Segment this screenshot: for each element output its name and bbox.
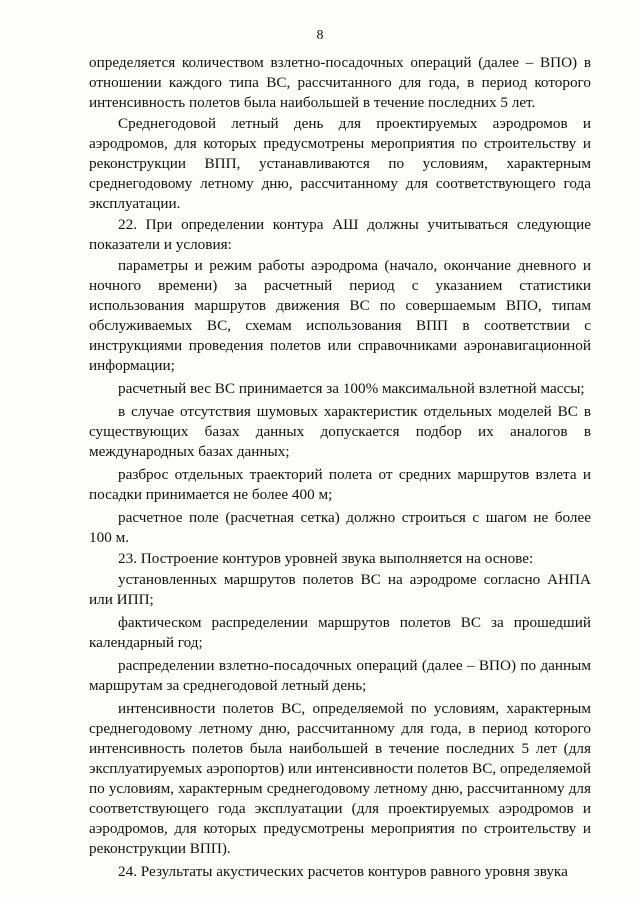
paragraph-item-22: 22. При определении контура АШ должны учитываться следующие показатели и условия: [89,216,591,253]
page-number: 8 [316,28,324,43]
paragraph-aerodrome-params: параметры и режим работы аэродрома (начало, окончание дневного и ночного времени) за расчетный период с указанием статистики использования маршрутов движения ВС по совершаемым ВПО, типам обслуживаемых ВС, схемам использования ВПП в соответствии с инструкциями проведения полетов или справочниками аэронавигационной информации; [89,257,591,374]
paragraph-flight-day: Среднегодовой летный день для проектируемых аэродромов и аэродромов, для которых предусмотрены мероприятия по строительству и реконструкции ВПП, устанавливаются по условиям, характерным среднегодовому летному дню, рассчитанному для соответствующего года эксплуатации. [89,115,591,212]
paragraph-trajectory-spread: разброс отдельных траекторий полета от средних маршрутов взлета и посадки принимается не более 400 м; [89,466,591,503]
paragraph-item-23: 23. Построение контуров уровней звука выполняется на основе: [118,550,534,567]
paragraph-established-routes: установленных маршрутов полетов ВС на аэродроме согласно АНПА или ИПП; [89,571,591,608]
paragraph-actual-routes: фактическом распределении маршрутов полетов ВС за прошедший календарный год; [89,614,591,651]
document-body [89,53,591,882]
paragraph-calc-grid: расчетное поле (расчетная сетка) должно строиться с шагом не более 100 м. [89,509,591,546]
paragraph-calc-weight: расчетный вес ВС принимается за 100% максимальной взлетной массы; [118,380,585,397]
paragraph-vpo-distribution: распределении взлетно-посадочных операций (далее – ВПО) по данным маршрутам за среднегодовой летный день; [89,657,591,694]
paragraph-flight-intensity: интенсивности полетов ВС, определяемой по условиям, характерным среднегодовому летному дню, рассчитанному для года, в период которого интенсивность полетов была наибольшей в течение последних 5 лет (для эксплуатируемых аэропортов) или интенсивности полетов ВС, определяемой по условиям, характерным среднегодовому летному дню, рассчитанному для соответствующего года эксплуатации (для проектируемых аэродромов и аэродромов, для которых предусмотрены мероприятия по строительству и реконструкции ВПП). [89,700,591,857]
paragraph-continuation: определяется количеством взлетно-посадочных операций (далее – ВПО) в отношении каждого типа ВС, рассчитанного для года, в период которого интенсивность полетов была наибольшей в течение последних 5 лет. [89,54,591,111]
paragraph-noise-characteristics: в случае отсутствия шумовых характеристик отдельных моделей ВС в существующих базах данных допускается подбор их аналогов в международных базах данных; [89,403,591,460]
paragraph-item-24: 24. Результаты акустических расчетов контуров равного уровня звука [118,863,568,880]
